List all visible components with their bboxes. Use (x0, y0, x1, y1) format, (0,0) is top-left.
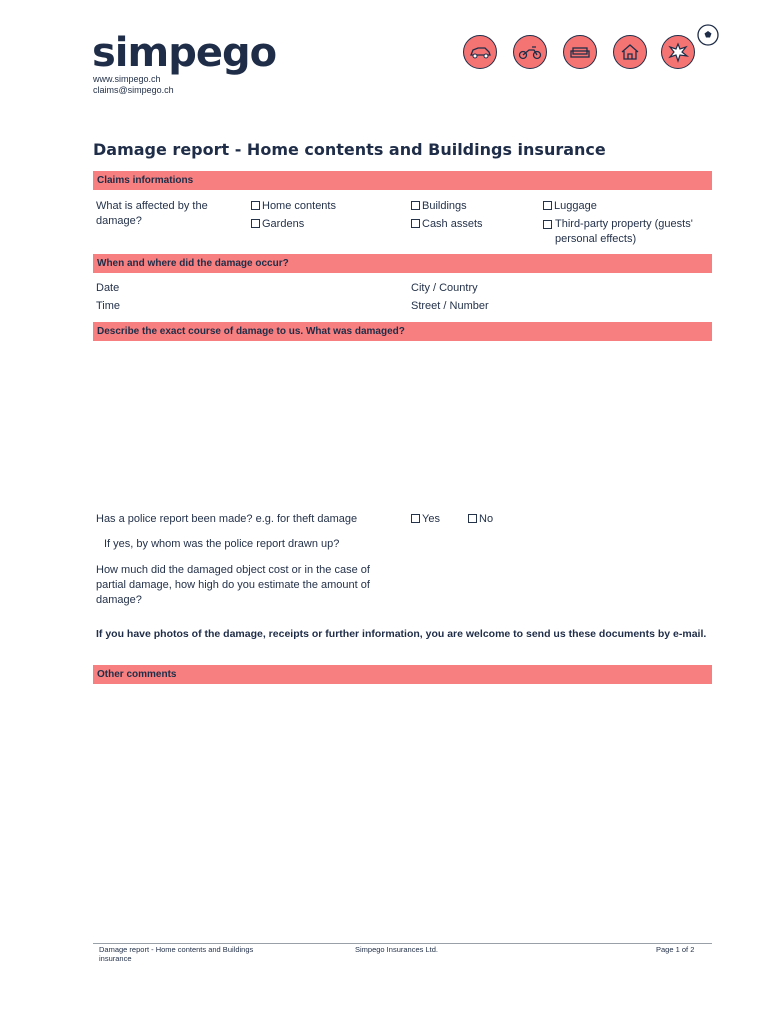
page-title: Damage report - Home contents and Buildings insurance (93, 140, 606, 159)
photos-note: If you have photos of the damage, receipts or further information, you are welcome to send us these documents by e-mail. (96, 628, 707, 640)
cost-question: How much did the damaged object cost or in the case of partial damage, how high do you estimate the amount of damage? (96, 564, 370, 606)
website-text: www.simpego.ch (93, 74, 161, 84)
section-title: When and where did the damage occur? (97, 258, 289, 269)
home-contents-checkbox[interactable] (251, 201, 260, 210)
section-header-when-where (93, 254, 712, 273)
street-number-label: Street / Number (411, 300, 489, 312)
footer-company: Simpego Insurances Ltd. (355, 945, 438, 954)
email-text: claims@simpego.ch (93, 85, 174, 95)
option-third-party[interactable]: Third-party property (guests' personal effects) (543, 217, 713, 247)
footer-page-number: Page 1 of 2 (656, 945, 695, 954)
police-question: Has a police report been made? e.g. for theft damage (96, 513, 358, 525)
section-header-claims (93, 171, 712, 190)
footer-divider (93, 943, 712, 944)
option-police-no[interactable]: No (468, 512, 493, 527)
section-header-other-comments (93, 665, 712, 684)
section-header-describe (93, 322, 712, 341)
option-cash-assets[interactable]: Cash assets (411, 217, 483, 232)
footer-doc-title: Damage report - Home contents and Buildings insurance (99, 945, 254, 963)
car-icon (463, 35, 497, 69)
gardens-checkbox[interactable] (251, 219, 260, 228)
luggage-checkbox[interactable] (543, 201, 552, 210)
option-gardens[interactable]: Gardens (251, 217, 304, 232)
third-party-checkbox[interactable] (543, 220, 552, 229)
simpego-logo: simpego (92, 30, 277, 76)
date-label: Date (96, 282, 120, 294)
option-police-yes[interactable]: Yes (411, 512, 440, 527)
option-luggage[interactable]: Luggage (543, 199, 597, 214)
police-no-checkbox[interactable] (468, 514, 477, 523)
motorcycle-icon (513, 35, 547, 69)
section-title: Claims informations (97, 175, 194, 186)
city-country-label: City / Country (411, 282, 478, 294)
time-label: Time (96, 300, 121, 312)
football-icon (696, 23, 720, 52)
buildings-checkbox[interactable] (411, 201, 420, 210)
police-by-whom-label: If yes, by whom was the police report drawn up? (104, 538, 340, 550)
police-yes-checkbox[interactable] (411, 514, 420, 523)
option-buildings[interactable]: Buildings (411, 199, 467, 214)
insurance-icons (461, 33, 721, 73)
section-title: Describe the exact course of damage to us. What was damaged? (97, 326, 405, 337)
broken-window-icon (661, 35, 695, 69)
house-icon (613, 35, 647, 69)
cash-assets-checkbox[interactable] (411, 219, 420, 228)
damage-description-field[interactable] (93, 345, 712, 500)
other-comments-field[interactable] (93, 688, 712, 928)
option-home-contents[interactable]: Home contents (251, 199, 336, 214)
affected-question: What is affected by the damage? (96, 200, 208, 227)
section-title: Other comments (97, 669, 177, 680)
sofa-icon (563, 35, 597, 69)
